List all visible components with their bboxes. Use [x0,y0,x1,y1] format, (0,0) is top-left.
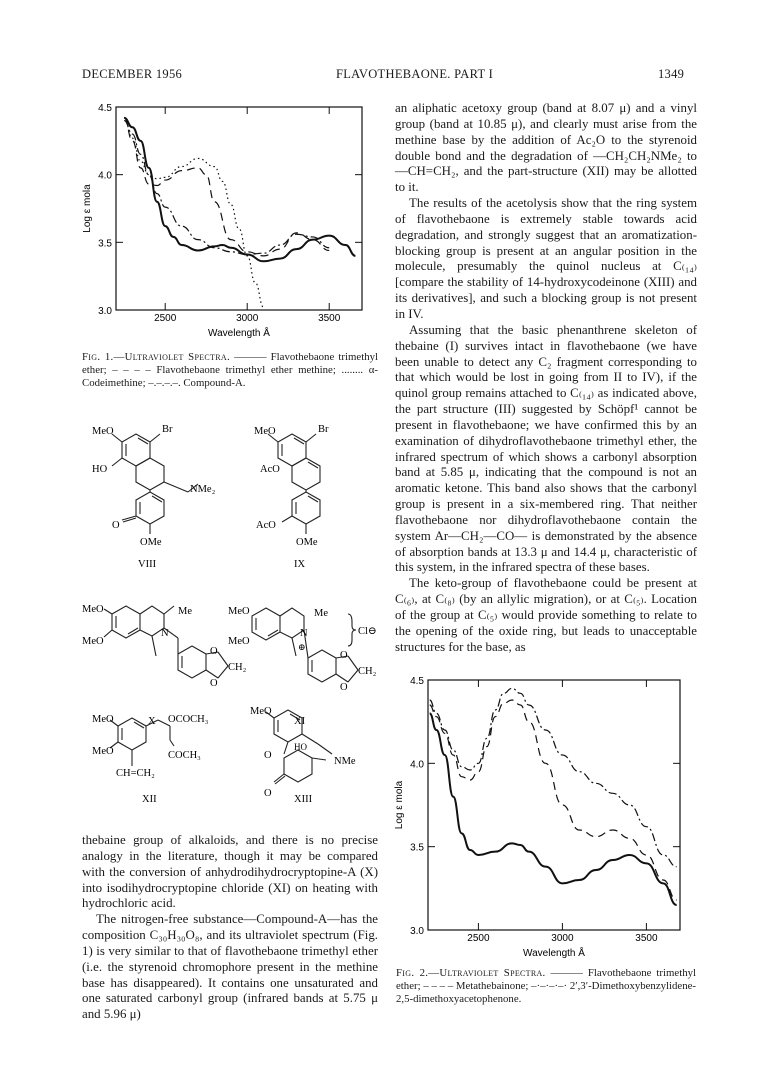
structure-viii [112,434,198,534]
ix-aco-2: AcO [256,520,276,531]
figure-1-caption-prefix: Fig. 1.—Ultraviolet Spectra. [82,351,230,363]
fig2-ytick-label-3: 3.0 [410,926,424,937]
xi-meo-2: MeO [228,636,250,647]
fig2-ytick-label-2: 3.5 [410,842,424,854]
fig2-y-axis-label: Log ε mola [394,780,405,830]
left-paragraph-1: thebaine group of alkaloids, and there is no precise analogy in the literature, though it may be compared with the conversion of anhydrodihydrocryptopine-A (X) into isodihydrocryptopine chloride (XI) on heating with hydrochloric acid. [82,833,378,911]
right-paragraph-2: The results of the acetolysis show that the ring system of flavothebaone is extremely stable towards acid degradation, and strongly suggest that an aromatization-blocking group is present at an angular position in the molecule, presumably the quinol nucleus at C₍₁₄₎ [compare the stability of 14-hydroxycodeinone (XIII) and its derivatives], and such a blocking group is not present in IV. [395,196,697,321]
running-header-left: DECEMBER 1956 [82,67,183,81]
xi-ch2: CH₂ [358,666,377,677]
chemical-structures [78,404,378,809]
xi-plus: ⊕ [298,642,306,652]
viii-meo: MeO [92,426,114,437]
right-column-text [395,101,697,656]
xii-ococh3: OCOCH₃ [168,714,209,725]
structure-x [104,606,228,678]
xii-meo-1: MeO [92,714,114,725]
x-ch2: CH₂ [228,662,247,673]
right-paragraph-4: The keto-group of flavothebaone could be present at C₍₆₎, at C₍₈₎ (by an allylic migration), or at C₍₅₎. Location of the group at C₍₅₎ would provide something to relate to the opening of the oxide ring, but leads to unacceptable structures for the base, as [395,576,697,654]
ix-br: Br [318,424,329,435]
xii-label: XII [142,794,157,805]
left-paragraph-2: The nitrogen-free substance—Compound-A—has the composition C₃₀H₃₀O₈, and its ultraviolet spectrum (Fig. 1) is very similar to that of flavothebaone trimethyl ether (i.e. the styrenoid chromophore present in the methine base has disappeared). It contains one unsaturated and one saturated carbonyl group (infrared bands at 5.75 μ and 5.96 μ) [82,912,378,1022]
fig1-xtick-label-0: 2500 [154,313,177,324]
x-me: Me [178,606,192,617]
figure-1-chart [78,102,378,352]
fig2-xtick-label-2: 3500 [635,933,658,944]
right-paragraph-1: an aliphatic acetoxy group (band at 8.07 μ) and a vinyl group (band at 10.85 μ), and clearly must arise from the methine base by the addition of Ac₂O to the styrenoid double bond and the degradation of —CH₂CH₂NMe₂ to —CH=CH₂, and the part-structure (XII) may be allotted to it. [395,101,697,195]
xi-me: Me [314,608,328,619]
fig1-x-axis-label: Wavelength Å [208,328,270,339]
figure-2-caption-prefix: Fig. 2.—Ultraviolet Spectra. [396,967,546,979]
fig1-y-axis-label: Log ε mola [82,184,93,233]
viii-ome: OMe [140,537,162,548]
xi-cl: Cl⊖ [358,626,377,637]
page-number: 1349 [658,67,685,81]
xi-o-1: O [340,650,348,661]
fig1-ytick-label-2: 3.5 [98,238,112,250]
fig2-plot-frame [428,680,680,930]
figure-2-caption [396,967,696,1006]
ix-ome: OMe [296,537,318,548]
fig1-ytick-label-0: 4.5 [98,103,112,114]
fig1-series-solid-line [124,118,355,261]
viii-ho: HO [92,464,108,475]
x-o-1: O [210,646,218,657]
figure-2-caption-body: ——— Flavothebaone trimethyl ether; – – – – Metathebainone; –·–·–·–· 2′,3′-Dimethoxybenzylidene-2,5-dimethoxyacetophenone. [396,967,697,1005]
xiii-ho: HO [294,742,307,752]
fig2-xtick-label-0: 2500 [467,933,490,944]
fig1-series-dotted-line [124,118,263,307]
structure-ix [268,434,320,534]
x-meo-1: MeO [82,604,104,615]
structure-xii [110,718,174,766]
fig1-series-dashdot-line [124,121,329,255]
fig1-xtick-label-1: 3000 [236,313,259,324]
fig1-ytick-label-3: 3.0 [98,306,112,317]
fig2-ytick-label-0: 4.5 [410,676,424,687]
right-paragraph-3: Assuming that the basic phenanthrene skeleton of thebaine (I) survives intact in flavothebaone (we have been unable to detect any C₂ fragment corresponding to that which would be lost in going from II to IV), if the quinol group remains attached to C₍₁₄₎ as indicated above, the part structure (III) suggested by Schöpf¹ cannot be present in flavothebaone; we have confirmed this by an examination of dihydroflavothebaone trimethyl ether, the infrared spectrum of which shows a carbonyl absorption band at 5.85 μ, indicating that the compound is not an aromatic ketone. This band also shows that the carbonyl group is present in a six-membered ring. That neither flavothebaone nor dihydroflavothebaone contain the system Ar—CH₂—CO— is demonstrated by the absence of absorption bands at 13.3 μ and 14.4 μ, characteristic of this system, in the infrared spectra of these bases. [395,322,697,575]
xii-ch-ch2: CH=CH₂ [116,768,155,779]
xii-coch3: COCH₃ [168,750,201,761]
xi-o-2: O [340,682,348,693]
x-n: N [161,628,169,639]
fig2-ytick-label-1: 4.0 [410,759,424,771]
xii-meo-2: MeO [92,746,114,757]
figure-1-caption-body: ——— Flavothebaone trimethyl ether; – – – – Flavothebaone trimethyl ether methine; ........ α-Codeimethine; –.–.–.–. Compound-A. [82,351,378,389]
fig1-ytick-label-1: 4.0 [98,170,112,182]
xi-n: N [300,628,308,639]
left-column-text [82,833,378,1023]
xiii-nme: NMe [334,756,356,767]
fig2-x-axis-label: Wavelength Å [523,948,585,959]
xi-label: XI [294,716,306,727]
fig1-series-dashed-line [124,118,329,256]
x-meo-2: MeO [82,636,104,647]
running-header-title: FLAVOTHEBAONE. PART I [336,67,494,81]
xiii-o-2: O [264,788,272,799]
fig2-xtick-label-1: 3000 [551,933,574,944]
viii-o: O [112,520,120,531]
fig2-series-solid-line [430,713,677,905]
figure-1-caption [82,351,378,390]
ix-label: IX [294,559,306,570]
fig1-plot-frame [116,107,362,310]
xiii-label: XIII [294,794,313,805]
viii-br: Br [162,424,173,435]
fig1-xtick-label-2: 3500 [318,313,341,324]
figure-2-chart [392,672,692,962]
viii-label: VIII [138,559,157,570]
xi-meo-1: MeO [228,606,250,617]
x-label: X [148,716,156,727]
viii-nme2: NMe₂ [190,484,216,495]
ix-aco-1: AcO [260,464,280,475]
fig2-series-dashed-line [430,700,677,900]
ix-meo: MeO [254,426,276,437]
xiii-meo: MeO [250,706,272,717]
xiii-o: O [264,750,272,761]
x-o-2: O [210,678,218,689]
